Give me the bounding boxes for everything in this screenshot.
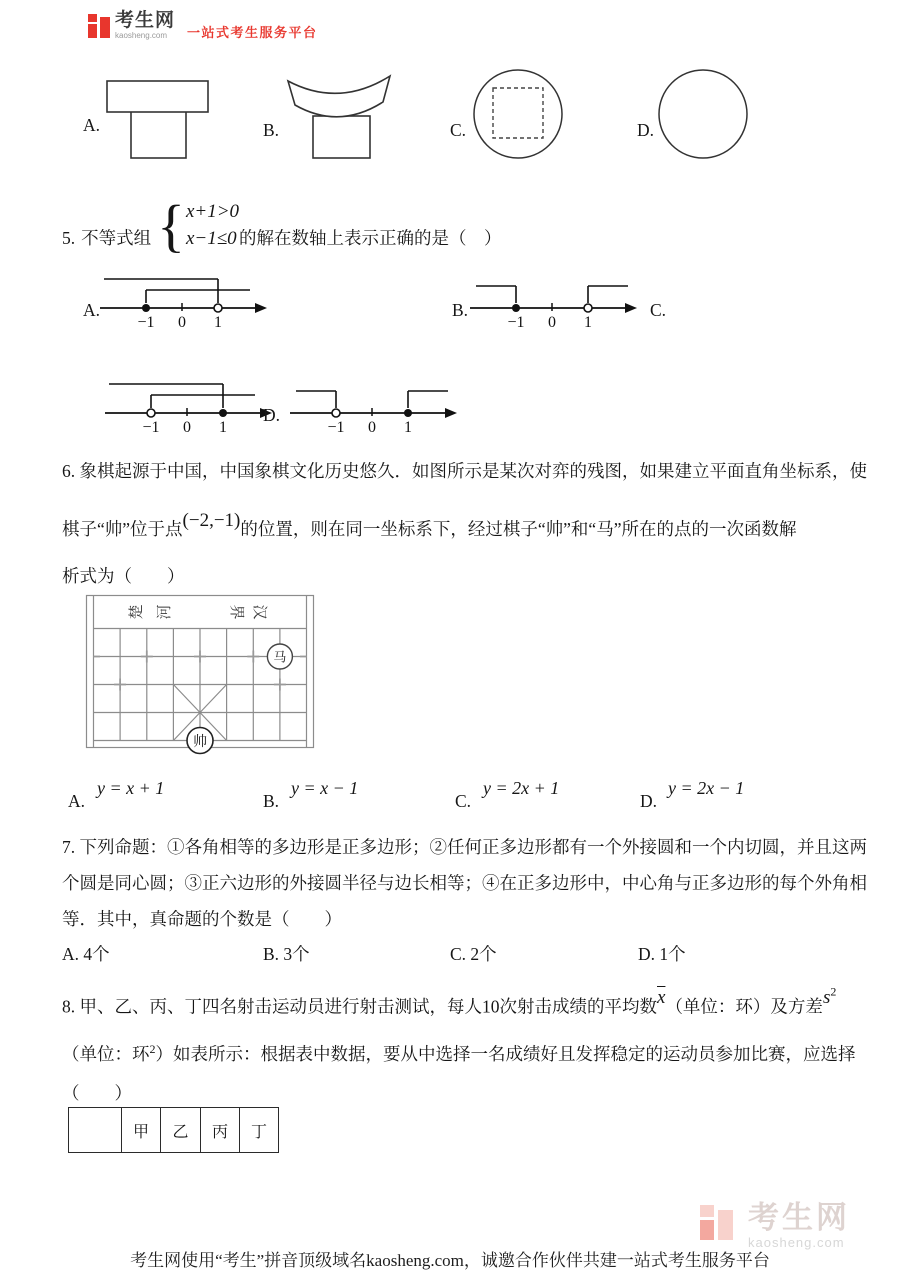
brand-domain: kaosheng.com xyxy=(115,31,168,40)
tick-one: 1 xyxy=(219,419,227,435)
river-text xyxy=(128,604,268,619)
q4-option-b-label: B. xyxy=(263,120,280,140)
horse-piece-label: 马 xyxy=(273,649,287,665)
watermark-brand-text: 考生网 xyxy=(748,1200,850,1235)
q5-stem xyxy=(62,193,502,258)
tick-minus1: −1 xyxy=(142,419,160,435)
q4-shape-b-curved-block xyxy=(286,72,396,162)
q7-line2: 个圆是同心圆；③正六边形的外接圆半径与边长相等；④在正多边形中，中心角与正多边形的每个外角相 xyxy=(62,873,867,893)
q8-line2-post: ）如表所示：根据表中数据，要从中选择一名成绩好且发挥稳定的运动员参加比赛，应选择 xyxy=(155,1043,856,1064)
athlete-stats-table xyxy=(68,1107,279,1153)
river-char-chu: 楚 xyxy=(129,604,145,620)
q6-option-d-formula: y = 2x − 1 xyxy=(668,778,745,798)
tick-minus1: −1 xyxy=(507,314,525,330)
river-char-jie: 界 xyxy=(228,604,244,620)
q6-option-a-formula: y = x + 1 xyxy=(97,778,165,798)
q5-option-b-label: B. xyxy=(452,300,469,320)
variance-symbol-s: s xyxy=(822,987,831,1009)
q6-line1: 6. 象棋起源于中国，中国象棋文化历史悠久．如图所示是某次对弈的残图，如果建立平面直角坐标系，使 xyxy=(62,461,867,481)
q4-option-c-label: C. xyxy=(450,120,467,140)
q6-option-c-label: C. xyxy=(455,791,472,811)
tick-minus1: −1 xyxy=(137,314,155,330)
q5-option-a-label: A. xyxy=(83,300,101,320)
tick-zero: 0 xyxy=(368,419,376,435)
table-header-row xyxy=(69,1108,279,1153)
q6-option-b-label: B. xyxy=(263,791,280,811)
q8-line2 xyxy=(62,1042,856,1066)
brand-name: 考生网 xyxy=(115,10,176,31)
q4-shape-d-circle xyxy=(655,66,751,162)
q6-line3: 析式为（ ） xyxy=(62,566,185,586)
tick-zero: 0 xyxy=(178,314,186,330)
variance-exponent: 2 xyxy=(830,985,837,999)
q6-option-b-formula: y = x − 1 xyxy=(291,778,359,798)
mean-symbol-xbar: $\overline{x}$ xyxy=(657,987,666,1009)
general-piece-label: 帅 xyxy=(193,735,207,750)
q5-tail-text: 的解在数轴上表示正确的是（ ） xyxy=(239,228,502,249)
table-cell-bing: 丙 xyxy=(201,1108,240,1153)
table-cell-empty xyxy=(69,1108,122,1153)
tick-zero: 0 xyxy=(548,314,556,330)
river-char-han: 汉 xyxy=(251,604,267,620)
tick-one: 1 xyxy=(584,314,592,330)
q7-option-b: B. 3个 xyxy=(263,944,310,964)
q8-line1 xyxy=(62,985,837,1020)
q6-option-a-label: A. xyxy=(68,791,86,811)
q5-numberline-c xyxy=(103,377,273,435)
q7-option-d: D. 1个 xyxy=(638,944,686,964)
q8-line1-pre: 8. 甲、乙、丙、丁四名射击运动员进行射击测试，每人10次射击成绩的平均数 xyxy=(62,996,657,1017)
general-piece xyxy=(187,728,213,754)
q4-shape-a-t-block xyxy=(103,77,215,165)
q7-line3: 等．其中，真命题的个数是（ ） xyxy=(62,909,342,929)
q6-option-c-formula: y = 2x + 1 xyxy=(483,778,560,798)
table-cell-yi: 乙 xyxy=(161,1108,201,1153)
table-cell-ding: 丁 xyxy=(240,1108,279,1153)
watermark-logo xyxy=(700,1202,850,1249)
tick-minus1: −1 xyxy=(327,419,345,435)
q5-inequality-2: x−1≤0 xyxy=(185,228,237,249)
q5-inequality-system xyxy=(186,198,239,252)
q7-option-c: C. 2个 xyxy=(450,944,497,964)
q5-option-d-label: D. xyxy=(263,405,281,425)
tick-one: 1 xyxy=(404,419,412,435)
q6-point-coordinates: (−2,−1) xyxy=(182,510,241,531)
site-logo xyxy=(88,11,318,41)
q5-numberline-d xyxy=(288,377,458,435)
q4-shape-c-circle-dashed-square xyxy=(470,66,566,162)
table-cell-jia: 甲 xyxy=(122,1108,161,1153)
q5-lead-text: 不等式组 xyxy=(81,228,152,249)
q5-option-c-label: C. xyxy=(650,300,667,320)
q5-numberline-b xyxy=(468,272,638,330)
q8-line3: （ ） xyxy=(62,1083,132,1103)
q5-inequality-1: x+1>0 xyxy=(185,201,240,222)
q8-line1-mid: （单位：环）及方差 xyxy=(665,996,823,1017)
river-char-he: 河 xyxy=(157,604,173,620)
q4-option-d-label: D. xyxy=(637,120,655,140)
q6-line2-pre: 棋子“帅”位于点 xyxy=(62,519,183,539)
footer-text: 考生网使用“考生”拼音顶级域名kaosheng.com，诚邀合作伙伴共建一站式考生服务平台 xyxy=(130,1251,770,1270)
q8-line2-pre: （单位：环 xyxy=(62,1043,150,1064)
q7-line1: 7. 下列命题：①各角相等的多边形是正多边形；②任何正多边形都有一个外接圆和一个内切圆，并且这两 xyxy=(62,837,867,857)
q5-number: 5. xyxy=(62,228,76,249)
watermark-brand-icon xyxy=(700,1202,738,1242)
watermark-domain-text: kaosheng.com xyxy=(748,1235,845,1250)
brace-symbol: { xyxy=(157,193,185,258)
q7-option-a: A. 4个 xyxy=(62,944,110,964)
brand-tagline: 一站式考生服务平台 xyxy=(187,25,318,40)
q6-line2-post: 的位置，则在同一坐标系下，经过棋子“帅”和“马”所在的点的一次函数解 xyxy=(240,519,797,539)
tick-zero: 0 xyxy=(183,419,191,435)
q6-option-d-label: D. xyxy=(640,791,658,811)
horse-piece xyxy=(267,644,292,669)
q8-line2-exponent: 2 xyxy=(149,1042,156,1056)
q4-option-a-label: A. xyxy=(83,115,101,135)
xiangqi-board xyxy=(85,594,315,756)
q6-line2 xyxy=(62,510,797,543)
brand-icon xyxy=(88,11,110,39)
q5-numberline-a xyxy=(98,272,268,330)
tick-one: 1 xyxy=(214,314,222,330)
